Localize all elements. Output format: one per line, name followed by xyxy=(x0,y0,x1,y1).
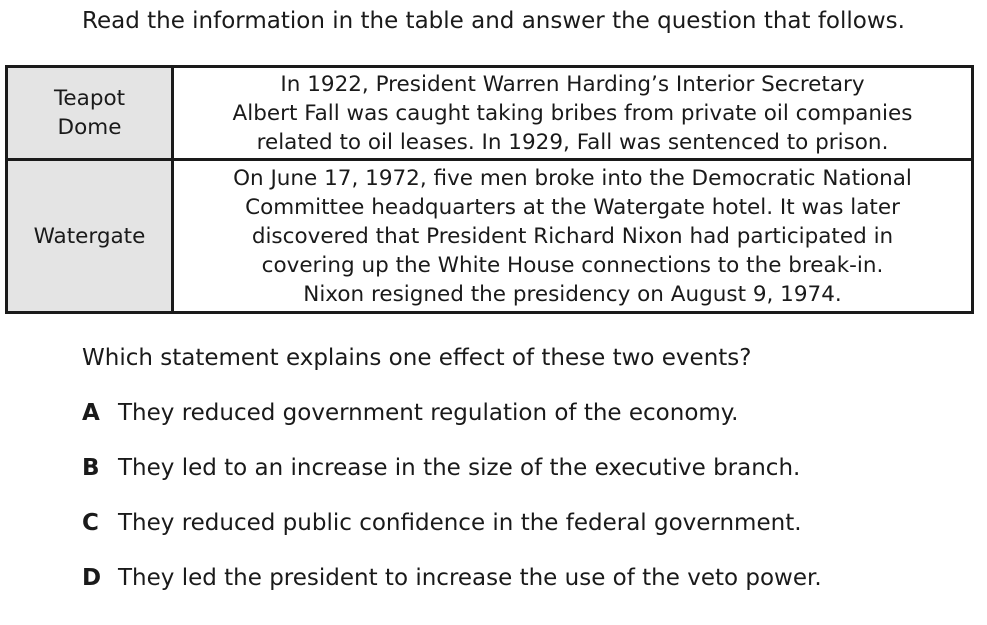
question-text: Which statement explains one effect of these two events? xyxy=(82,345,752,371)
events-table xyxy=(5,65,974,314)
description-line: discovered that President Richard Nixon had participated in xyxy=(251,223,894,249)
event-name: Teapot Dome xyxy=(53,86,126,140)
choice-text: They reduced public confidence in the federal government. xyxy=(118,510,802,536)
description-line: related to oil leases. In 1929, Fall was sentenced to prison. xyxy=(256,129,889,155)
description-line: In 1922, President Warren Harding’s Interior Secretary xyxy=(280,71,865,97)
choice-letter: A xyxy=(82,400,100,426)
description-line: Committee headquarters at the Watergate hotel. It was later xyxy=(245,194,900,220)
choice-text: They led to an increase in the size of the executive branch. xyxy=(118,455,801,481)
answer-choice-d[interactable] xyxy=(82,562,822,594)
answer-choice-a[interactable] xyxy=(82,397,738,429)
table-row xyxy=(7,67,973,160)
description-line: Nixon resigned the presidency on August 9, 1974. xyxy=(303,281,842,307)
answer-choice-c[interactable] xyxy=(82,507,802,539)
event-name-cell xyxy=(7,160,173,313)
event-description-cell xyxy=(173,160,973,313)
answer-choice-b[interactable] xyxy=(82,452,800,484)
event-name-cell xyxy=(7,67,173,160)
choice-letter: B xyxy=(82,455,100,481)
choice-text: They reduced government regulation of the economy. xyxy=(118,400,739,426)
instruction-text: Read the information in the table and answer the question that follows. xyxy=(82,8,905,34)
event-name: Watergate xyxy=(33,223,146,249)
table-row xyxy=(7,160,973,313)
event-description-cell xyxy=(173,67,973,160)
choice-letter: D xyxy=(82,565,102,591)
choice-text: They led the president to increase the use of the veto power. xyxy=(118,565,822,591)
description-line: Albert Fall was caught taking bribes from private oil companies xyxy=(232,100,913,126)
description-line: covering up the White House connections to the break-in. xyxy=(261,252,884,278)
description-line: On June 17, 1972, five men broke into the Democratic National xyxy=(233,165,912,191)
choice-letter: C xyxy=(82,510,99,536)
